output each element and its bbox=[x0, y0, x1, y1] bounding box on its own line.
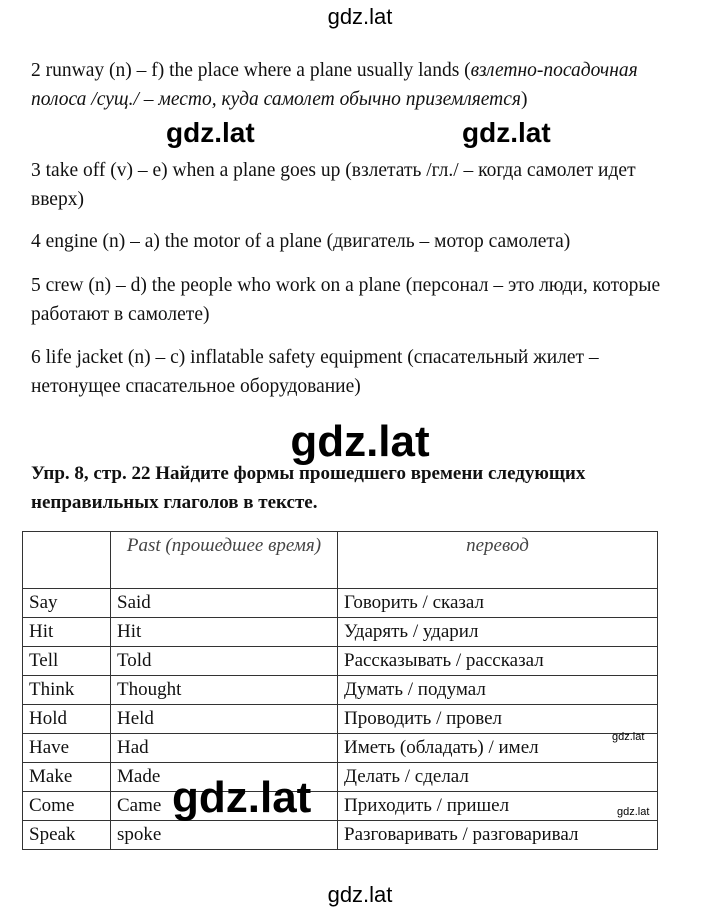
vocab-item-crew: 5 crew (n) – d) the people who work on a plane (персонал – это люди, которые работают в самолете) bbox=[31, 275, 661, 325]
table-row bbox=[23, 763, 658, 792]
watermark-bottom: gdz.lat bbox=[327, 882, 393, 907]
table-cell-past: Said bbox=[111, 589, 338, 618]
table-cell-verb: Say bbox=[23, 589, 111, 618]
table-cell-translation: Делать / сделал bbox=[338, 763, 658, 792]
table-cell-verb: Hold bbox=[23, 705, 111, 734]
table-cell-verb: Hit bbox=[23, 618, 111, 647]
table-cell-past: Told bbox=[111, 647, 338, 676]
table-cell-translation: Ударять / ударил bbox=[338, 618, 658, 647]
table-header-translation: перевод bbox=[338, 532, 658, 589]
table-cell-translation: Иметь (обладать) / имел bbox=[338, 734, 658, 763]
watermark-overlay-table: gdz.lat bbox=[172, 773, 312, 822]
table-cell-verb: Make bbox=[23, 763, 111, 792]
table-cell-past: Hit bbox=[111, 618, 338, 647]
table-cell-past: Held bbox=[111, 705, 338, 734]
watermark-small-2: gdz.lat bbox=[617, 806, 650, 818]
table-row bbox=[23, 589, 658, 618]
table-cell-translation: Проводить / провел bbox=[338, 705, 658, 734]
table-header-row bbox=[23, 532, 658, 589]
watermark-overlay-center: gdz.lat bbox=[290, 417, 430, 466]
vocab-item-runway bbox=[31, 56, 671, 114]
table-cell-verb: Tell bbox=[23, 647, 111, 676]
table-cell-translation: Рассказывать / рассказал bbox=[338, 647, 658, 676]
table-row bbox=[23, 821, 658, 850]
vocab-item-runway-tail: ) bbox=[520, 89, 528, 110]
table-cell-translation: Думать / подумал bbox=[338, 676, 658, 705]
vocab-item-engine: 4 engine (n) – a) the motor of a plane (двигатель – мотор самолета) bbox=[31, 231, 571, 252]
table-cell-verb: Have bbox=[23, 734, 111, 763]
table-cell-translation: Приходить / пришел bbox=[338, 792, 658, 821]
table-header-verb bbox=[23, 532, 111, 589]
table-cell-translation: Разговаривать / разговаривал bbox=[338, 821, 658, 850]
table-row bbox=[23, 792, 658, 821]
table-header-past: Past (прошедшее время) bbox=[111, 532, 338, 589]
table-row bbox=[23, 705, 658, 734]
irregular-verbs-table bbox=[22, 531, 658, 850]
watermark-overlay-left: gdz.lat bbox=[166, 117, 255, 148]
vocab-item-life-jacket: 6 life jacket (n) – c) inflatable safety equipment (спасательный жилет – нетонущее спасательное оборудование) bbox=[31, 347, 599, 397]
watermark-small-1: gdz.lat bbox=[612, 731, 645, 743]
table-cell-past: Made bbox=[111, 763, 338, 792]
table-row bbox=[23, 618, 658, 647]
table-cell-past: spoke bbox=[111, 821, 338, 850]
table-cell-translation: Говорить / сказал bbox=[338, 589, 658, 618]
vocab-item-runway-translation: взлетно-посадочная полоса /сущ./ – место, куда самолет обычно приземляется bbox=[31, 60, 638, 110]
table-cell-verb: Speak bbox=[23, 821, 111, 850]
vocab-item-runway-lead: 2 runway (n) – f) the place where a plane usually lands ( bbox=[31, 60, 471, 81]
table-cell-past: Came bbox=[111, 792, 338, 821]
table-cell-past: Had bbox=[111, 734, 338, 763]
exercise-heading: Упр. 8, стр. 22 Найдите формы прошедшего времени следующих неправильных глаголов в тексте. bbox=[31, 463, 586, 513]
table-cell-verb: Come bbox=[23, 792, 111, 821]
watermark-overlay-right: gdz.lat bbox=[462, 117, 551, 148]
table-row bbox=[23, 647, 658, 676]
watermark-top: gdz.lat bbox=[327, 4, 393, 29]
vocab-item-take-off: 3 take off (v) – e) when a plane goes up (взлетать /гл./ – когда самолет идет вверх) bbox=[31, 160, 636, 210]
table-row bbox=[23, 676, 658, 705]
table-row bbox=[23, 734, 658, 763]
table-cell-verb: Think bbox=[23, 676, 111, 705]
table-cell-past: Thought bbox=[111, 676, 338, 705]
